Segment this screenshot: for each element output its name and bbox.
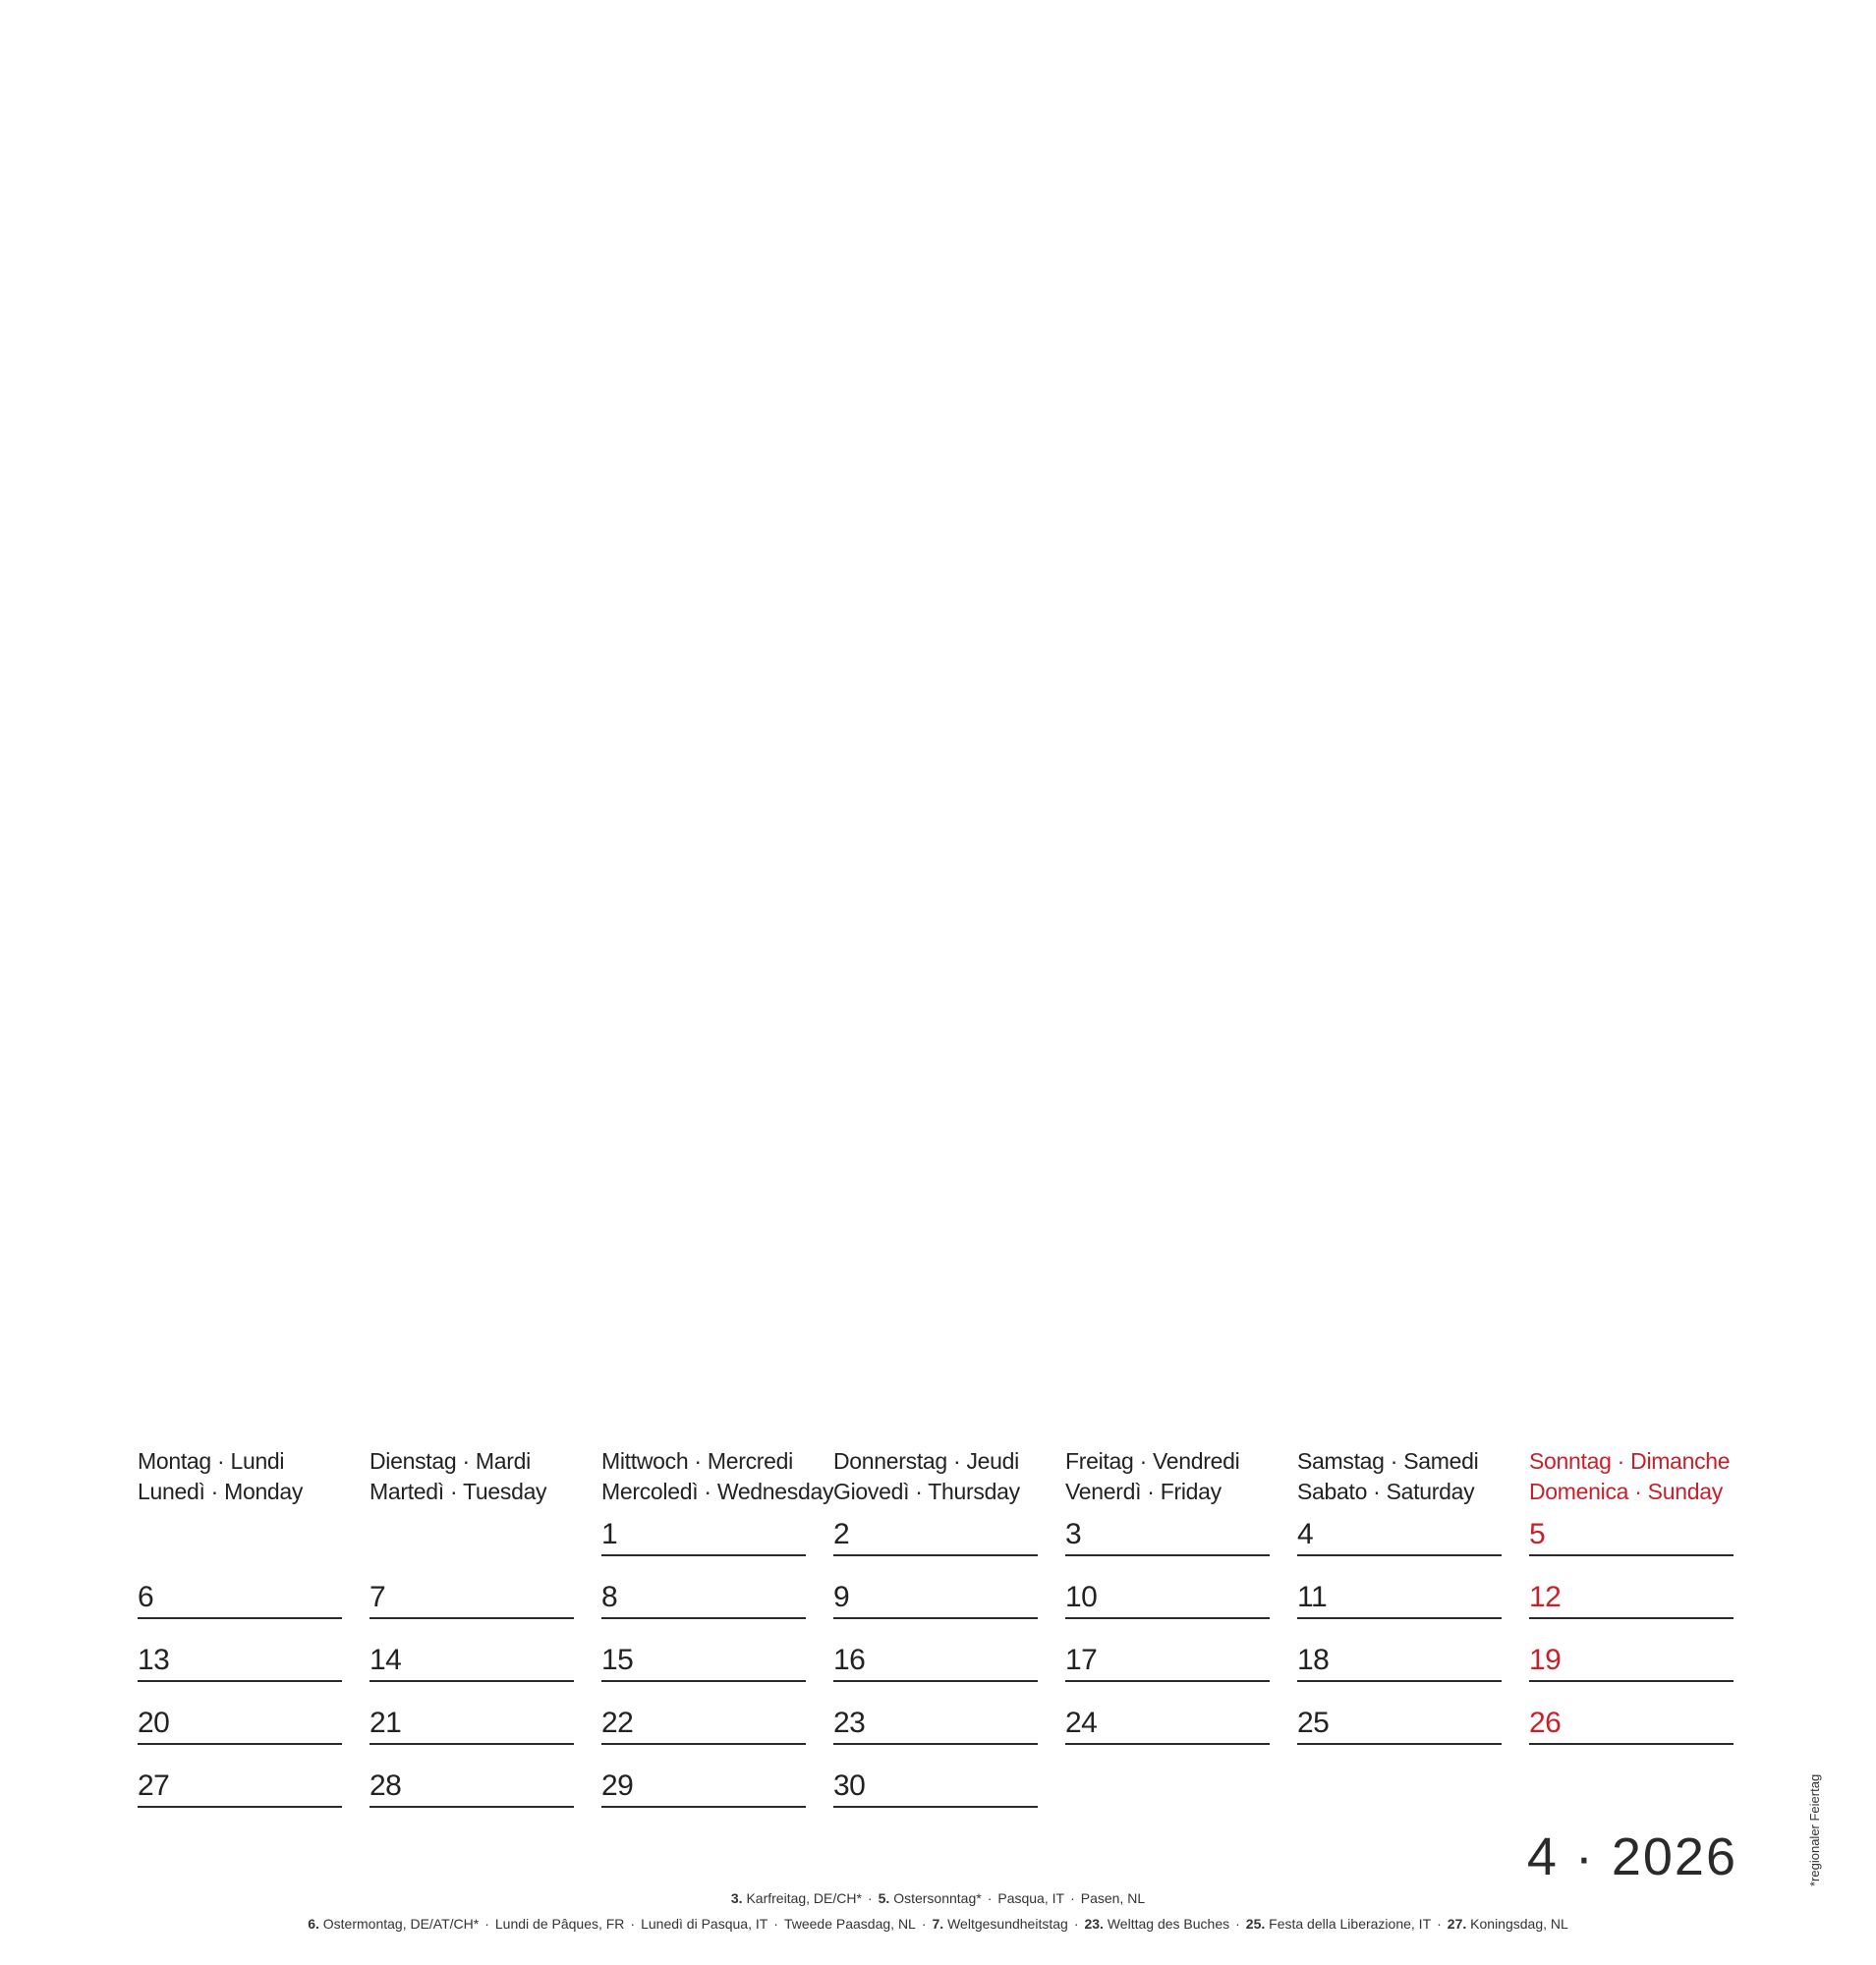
day-cell bbox=[1297, 1572, 1502, 1619]
holiday-name: Welttag des Buches bbox=[1107, 1916, 1230, 1932]
day-number: 3 bbox=[1065, 1518, 1082, 1550]
holiday-day: 6. bbox=[308, 1916, 319, 1932]
weekday-header-friday bbox=[1065, 1446, 1277, 1507]
holiday-item bbox=[1448, 1916, 1568, 1932]
day-cell bbox=[833, 1635, 1038, 1682]
holiday-day: 25. bbox=[1245, 1916, 1266, 1932]
day-cell bbox=[601, 1698, 806, 1745]
weekday-header-monday bbox=[138, 1446, 349, 1507]
separator: · bbox=[867, 1890, 873, 1906]
day-cell bbox=[370, 1572, 574, 1619]
day-number: 29 bbox=[601, 1769, 634, 1802]
day-cell bbox=[1529, 1698, 1734, 1745]
day-cell bbox=[601, 1761, 806, 1808]
weekday-label: Mercoledì · Wednesday bbox=[601, 1479, 834, 1504]
day-cell bbox=[601, 1635, 806, 1682]
holiday-name: Lundi de Pâques, FR bbox=[494, 1916, 625, 1932]
holiday-name: Pasqua, IT bbox=[997, 1890, 1065, 1906]
weekday-label: Venerdì · Friday bbox=[1065, 1479, 1222, 1504]
day-number: 5 bbox=[1529, 1518, 1546, 1550]
weekday-label: Sonntag · Dimanche bbox=[1529, 1448, 1731, 1474]
regional-holiday-footnote: *regionaler Feiertag bbox=[1807, 1773, 1822, 1886]
separator: · bbox=[1437, 1916, 1442, 1932]
holiday-item bbox=[1246, 1916, 1431, 1932]
day-cell bbox=[1065, 1635, 1270, 1682]
holiday-name: Festa della Liberazione, IT bbox=[1269, 1916, 1432, 1932]
day-number: 1 bbox=[601, 1518, 618, 1550]
holiday-name: Koningsdag, NL bbox=[1470, 1916, 1568, 1932]
holiday-name: Ostersonntag* bbox=[893, 1890, 982, 1906]
day-number: 9 bbox=[833, 1581, 850, 1613]
day-number: 4 bbox=[1297, 1518, 1314, 1550]
day-number: 24 bbox=[1065, 1707, 1098, 1739]
holiday-day: 3. bbox=[730, 1890, 743, 1906]
day-number: 23 bbox=[833, 1707, 866, 1739]
day-number: 20 bbox=[138, 1707, 170, 1739]
weekday-header-saturday bbox=[1297, 1446, 1508, 1507]
day-cell bbox=[833, 1698, 1038, 1745]
day-number: 21 bbox=[370, 1707, 402, 1739]
day-number: 27 bbox=[138, 1769, 170, 1802]
holiday-name: Karfreitag, DE/CH* bbox=[746, 1890, 862, 1906]
separator: · bbox=[773, 1916, 778, 1932]
day-cell bbox=[1065, 1509, 1270, 1556]
holiday-name: Ostermontag, DE/AT/CH* bbox=[322, 1916, 480, 1932]
weekday-label: Donnerstag · Jeudi bbox=[833, 1448, 1019, 1474]
day-number: 18 bbox=[1297, 1644, 1330, 1676]
holiday-item bbox=[997, 1890, 1064, 1906]
separator: · bbox=[484, 1916, 489, 1932]
weekday-label: Dienstag · Mardi bbox=[370, 1448, 531, 1474]
holiday-day: 23. bbox=[1084, 1916, 1104, 1932]
weekday-header-tuesday bbox=[370, 1446, 581, 1507]
weekday-label: Freitag · Vendredi bbox=[1065, 1448, 1240, 1474]
holiday-item bbox=[1084, 1916, 1229, 1932]
holiday-name: Weltgesundheitstag bbox=[947, 1916, 1068, 1932]
day-number: 26 bbox=[1529, 1707, 1562, 1739]
day-cell bbox=[1297, 1698, 1502, 1745]
holiday-name: Pasen, NL bbox=[1080, 1890, 1146, 1906]
weekday-header-sunday bbox=[1529, 1446, 1740, 1507]
weekday-label: Mittwoch · Mercredi bbox=[601, 1448, 793, 1474]
day-cell bbox=[1065, 1698, 1270, 1745]
calendar-grid bbox=[138, 1446, 1739, 1802]
holiday-item bbox=[495, 1916, 625, 1932]
holiday-item bbox=[879, 1890, 982, 1906]
holiday-item bbox=[933, 1916, 1068, 1932]
separator: · bbox=[921, 1916, 927, 1932]
holiday-line bbox=[0, 1888, 1876, 1908]
day-number: 8 bbox=[601, 1581, 618, 1613]
holiday-name: Lunedì di Pasqua, IT bbox=[641, 1916, 768, 1932]
day-number: 28 bbox=[370, 1769, 402, 1802]
holiday-item bbox=[731, 1890, 862, 1906]
holiday-line bbox=[0, 1914, 1876, 1934]
day-cell bbox=[138, 1761, 342, 1808]
day-number: 10 bbox=[1065, 1581, 1098, 1613]
day-cell bbox=[370, 1698, 574, 1745]
day-number: 7 bbox=[370, 1581, 386, 1613]
day-cell bbox=[1297, 1509, 1502, 1556]
day-cell bbox=[833, 1509, 1038, 1556]
day-number: 17 bbox=[1065, 1644, 1098, 1676]
day-cell bbox=[833, 1572, 1038, 1619]
day-cell bbox=[1065, 1572, 1270, 1619]
holiday-day: 7. bbox=[932, 1916, 944, 1932]
weekday-label: Giovedì · Thursday bbox=[833, 1479, 1020, 1504]
day-number: 2 bbox=[833, 1518, 850, 1550]
day-number: 6 bbox=[138, 1581, 154, 1613]
day-cell bbox=[833, 1761, 1038, 1808]
day-number: 22 bbox=[601, 1707, 634, 1739]
weekday-label: Domenica · Sunday bbox=[1529, 1479, 1723, 1504]
day-cell bbox=[1297, 1635, 1502, 1682]
day-number: 19 bbox=[1529, 1644, 1562, 1676]
separator: · bbox=[987, 1890, 993, 1906]
separator: · bbox=[1073, 1916, 1079, 1932]
separator: · bbox=[1235, 1916, 1240, 1932]
holiday-item bbox=[1081, 1890, 1145, 1906]
day-cell bbox=[1529, 1509, 1734, 1556]
weekday-label: Sabato · Saturday bbox=[1297, 1479, 1475, 1504]
weekday-label: Samstag · Samedi bbox=[1297, 1448, 1479, 1474]
day-number: 16 bbox=[833, 1644, 866, 1676]
day-cell bbox=[1529, 1572, 1734, 1619]
holiday-item bbox=[784, 1916, 916, 1932]
holiday-item bbox=[308, 1916, 479, 1932]
day-number: 15 bbox=[601, 1644, 634, 1676]
holiday-day: 5. bbox=[878, 1890, 890, 1906]
day-cell bbox=[370, 1635, 574, 1682]
weekday-header-row bbox=[138, 1446, 1739, 1509]
holiday-name: Tweede Paasdag, NL bbox=[783, 1916, 916, 1932]
separator: · bbox=[1070, 1890, 1075, 1906]
day-cell bbox=[1529, 1635, 1734, 1682]
day-number: 13 bbox=[138, 1644, 170, 1676]
day-cell bbox=[138, 1572, 342, 1619]
day-number: 14 bbox=[370, 1644, 402, 1676]
day-cell bbox=[370, 1761, 574, 1808]
weekday-header-wednesday bbox=[601, 1446, 834, 1507]
day-cell bbox=[138, 1635, 342, 1682]
month-title: 4 · 2026 bbox=[1526, 1827, 1737, 1886]
day-cell bbox=[601, 1572, 806, 1619]
day-number: 25 bbox=[1297, 1707, 1330, 1739]
day-cell bbox=[138, 1698, 342, 1745]
weekday-label: Lunedì · Monday bbox=[138, 1479, 304, 1504]
separator: · bbox=[630, 1916, 636, 1932]
holiday-item bbox=[641, 1916, 767, 1932]
weekday-label: Martedì · Tuesday bbox=[370, 1479, 547, 1504]
weekday-header-thursday bbox=[833, 1446, 1045, 1507]
weekday-label: Montag · Lundi bbox=[138, 1448, 285, 1474]
day-number: 11 bbox=[1297, 1581, 1328, 1613]
holiday-day: 27. bbox=[1447, 1916, 1467, 1932]
day-number: 12 bbox=[1529, 1581, 1562, 1613]
day-cell bbox=[601, 1509, 806, 1556]
day-number: 30 bbox=[833, 1769, 866, 1802]
